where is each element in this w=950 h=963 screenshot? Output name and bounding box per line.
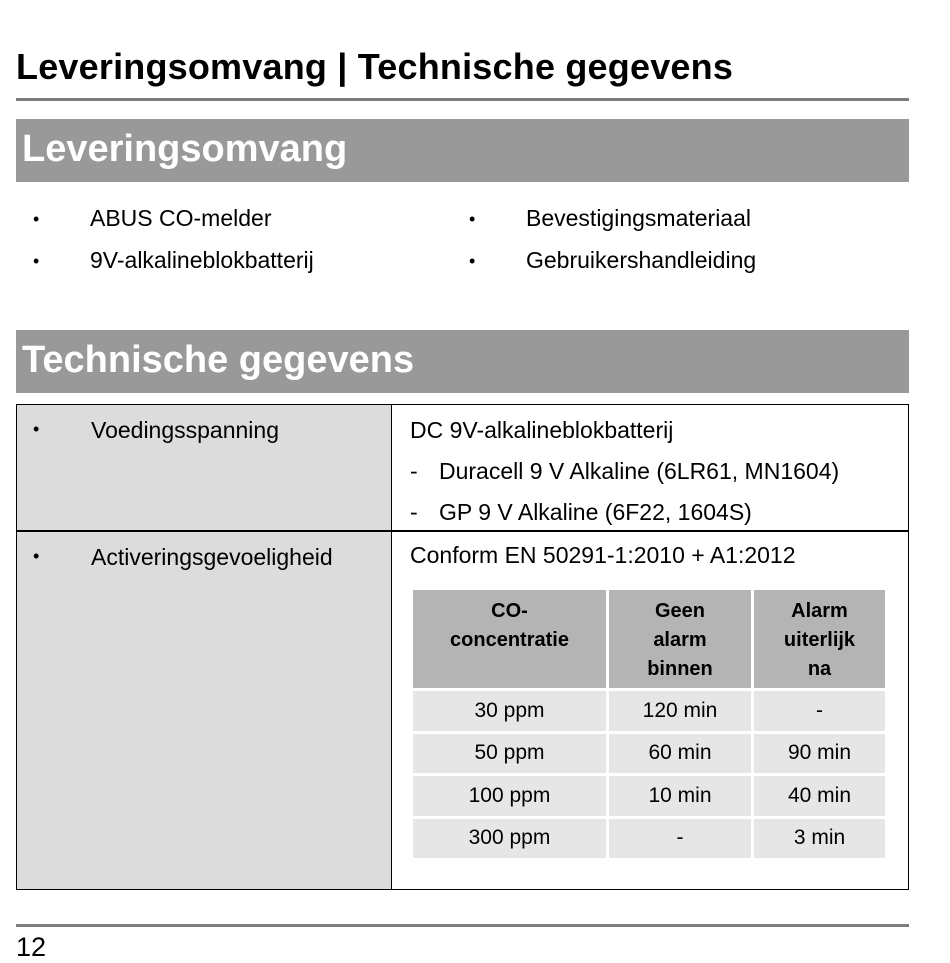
column-header: Geen alarm binnen: [609, 590, 751, 688]
supply-value: DC 9V-alkalineblokbatterij: [410, 417, 674, 443]
delivery-list: [16, 198, 909, 288]
co-alarm-table: [410, 587, 888, 861]
table-cell: 120 min: [609, 691, 751, 731]
sensitivity-label-cell: [17, 532, 392, 889]
table-row: [413, 819, 885, 859]
table-cell: 300 ppm: [413, 819, 606, 859]
table-cell: -: [609, 819, 751, 859]
bullet-icon: •: [469, 209, 476, 229]
table-cell: 90 min: [754, 734, 885, 774]
table-row: [413, 691, 885, 731]
delivery-item: Gebruikershandleiding: [526, 247, 757, 273]
supply-value-cell: [392, 405, 908, 530]
bullet-icon: •: [33, 209, 40, 229]
delivery-section-heading: Leveringsomvang: [16, 119, 909, 182]
page-title: Leveringsomvang | Technische gegevens: [16, 46, 734, 87]
sensitivity-value: Conform EN 50291-1:2010 + A1:2012: [410, 542, 796, 568]
footer-divider: [16, 924, 909, 927]
table-cell: 10 min: [609, 776, 751, 816]
supply-label-cell: [17, 405, 392, 530]
battery-option: Duracell 9 V Alkaline (6LR61, MN1604): [439, 458, 840, 484]
delivery-item: 9V-alkalineblokbatterij: [90, 247, 314, 273]
delivery-item: ABUS CO-melder: [90, 205, 272, 231]
table-header-row: [413, 590, 885, 688]
table-cell: -: [754, 691, 885, 731]
table-cell: 50 ppm: [413, 734, 606, 774]
bullet-icon: •: [469, 251, 476, 271]
column-header: Alarm uiterlijk na: [754, 590, 885, 688]
title-divider: [16, 98, 909, 101]
bullet-icon: •: [33, 546, 40, 566]
bullet-icon: •: [33, 251, 40, 271]
table-cell: 40 min: [754, 776, 885, 816]
delivery-item: Bevestigingsmateriaal: [526, 205, 752, 231]
sensitivity-value-cell: [392, 532, 908, 889]
specs-section-heading: Technische gegevens: [16, 330, 909, 393]
specs-table: [16, 404, 909, 890]
supply-label: Voedingsspanning: [91, 417, 279, 443]
table-row: [413, 776, 885, 816]
table-cell: 100 ppm: [413, 776, 606, 816]
battery-option: GP 9 V Alkaline (6F22, 1604S): [439, 499, 752, 525]
bullet-icon: •: [33, 419, 40, 439]
table-cell: 60 min: [609, 734, 751, 774]
page-number: 12: [16, 932, 47, 962]
column-header: CO- concentratie: [413, 590, 606, 688]
sensitivity-label: Activeringsgevoeligheid: [91, 544, 333, 570]
dash-icon: -: [410, 458, 418, 484]
table-cell: 30 ppm: [413, 691, 606, 731]
dash-icon: -: [410, 499, 418, 525]
table-row: [413, 734, 885, 774]
table-cell: 3 min: [754, 819, 885, 859]
